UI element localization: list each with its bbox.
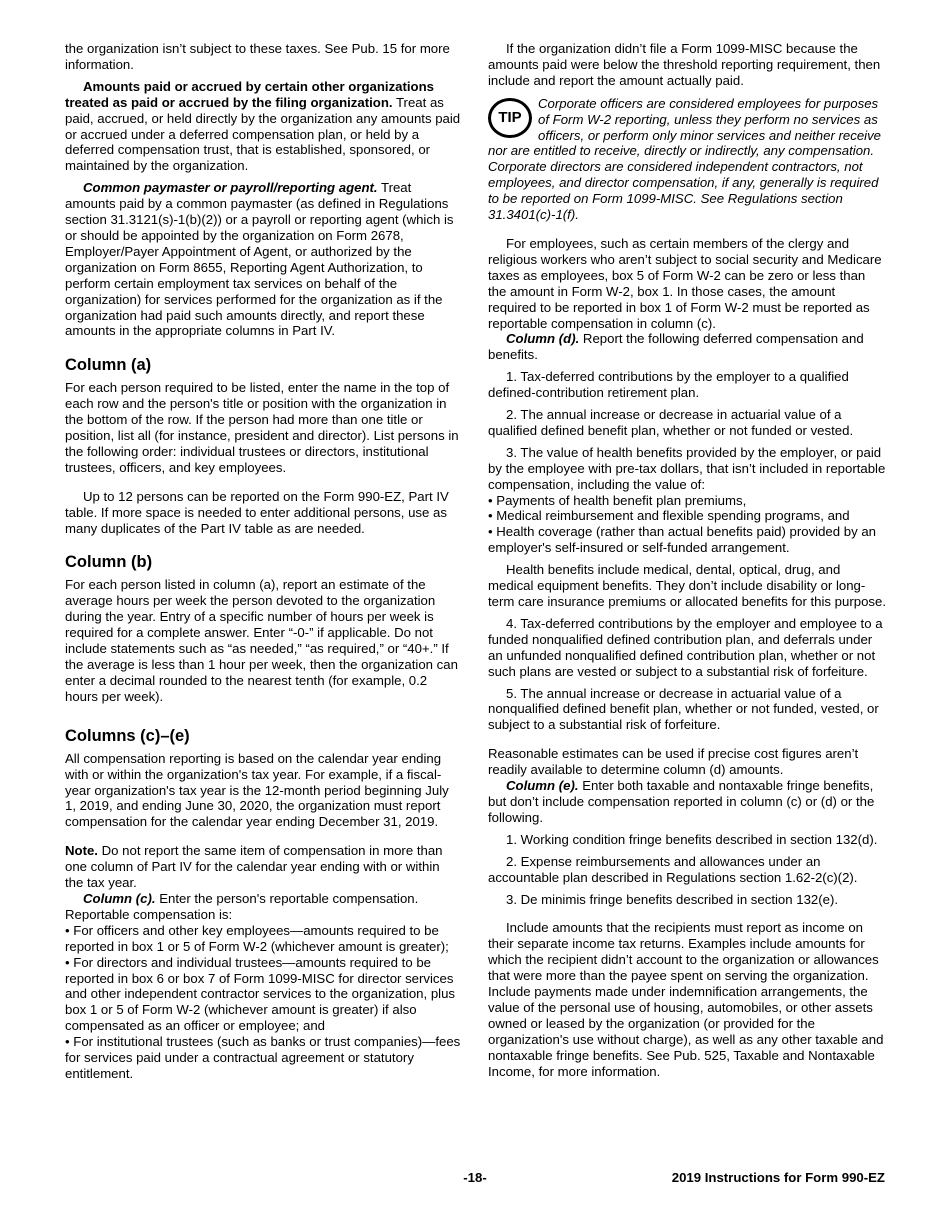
paragraph-column-d: Column (d). Report the following deferred compensation and benefits.	[488, 331, 864, 363]
list-item: 4. Tax-deferred contributions by the employer and employee to a funded nonqualified defined contribution plan, and deferrals under an unfunded nonqualified defined contribution plan, whether or not such plans are vested or subject to a substantial risk of forfeiture.	[488, 615, 883, 679]
paragraph-estimates: Reasonable estimates can be used if precise cost figures aren’t readily available to determine column (d) amounts.	[488, 746, 859, 778]
right-column	[488, 41, 886, 1079]
paragraph-lead: Column (d).	[506, 331, 580, 347]
note-label: Note.	[65, 843, 98, 859]
heading-column-a: Column (a)	[65, 356, 152, 375]
paragraph-column-c: Column (c). Enter the person's reportable compensation. Reportable compensation is:	[65, 890, 419, 922]
paragraph-clergy: For employees, such as certain members of the clergy and religious workers who aren’t subject to social security and Medicare taxes as employees, box 5 of Form W-2 can be zero or less than the amount in Form W-2, box 1. In those cases, the amount required to be reported in box 1 of Form W-2 must be reported as reportable compensation in column (c).	[488, 235, 882, 331]
paragraph-lead: Column (e).	[506, 778, 579, 794]
list-item: 5. The annual increase or decrease in actuarial value of a nonqualified defined benefit plan, whether or not funded, vested, or subject to a substantial risk of forfeiture.	[488, 685, 879, 733]
list-item: • Health coverage (rather than actual benefits paid) provided by an employer's self-insured or self-funded arrangement.	[488, 524, 877, 556]
paragraph-column-b: For each person listed in column (a), report an estimate of the average hours per week the person devoted to the organization during the year. Entry of a specific number of hours per week is required for a complete answer. Enter “-0-” if applicable. Do not include statements such as “as needed,” “as required,” or “40+.” If the average is less than 1 hour per week, then the organization can enter a decimal rounded to the nearest tenth (for example, 0.2 hours per week).	[65, 577, 458, 704]
paragraph-fringe-income: Include amounts that the recipients must report as income on their separate income tax returns. Examples include amounts for which the recipient didn’t account to the organization or allowances that were more than the payee spent on serving the organization. Include payments made under indemnification arrangements, the value of the personal use of housing, automobiles, or other assets owned or leased by the organization (or provided for the organization's use without charge), as well as any other taxable and nontaxable fringe benefits. See Pub. 525, Taxable and Nontaxable Income, for more information.	[488, 920, 884, 1079]
paragraph-lead: Amounts paid or accrued by certain other organizations treated as paid or accrued by the filing organization.	[65, 78, 434, 110]
list-item: • For institutional trustees (such as banks or trust companies)—fees for services paid under a contractual agreement or statutory entitlement.	[65, 1034, 461, 1081]
list-item: 1. Working condition fringe benefits described in section 132(d).	[506, 831, 878, 847]
paragraph-lead: Column (c).	[83, 890, 156, 906]
tip-box	[488, 96, 886, 223]
paragraph-1099-threshold: If the organization didn’t file a Form 1099-MISC because the amounts paid were below the threshold reporting requirement, then include and report the amount actually paid.	[488, 41, 881, 88]
document-title: 2019 Instructions for Form 990-EZ	[671, 1170, 885, 1185]
list-item: • For directors and individual trustees—amounts required to be reported in box 6 or box 7 of Form 1099-MISC for director services and other independent contractor services to the organization, plus box 1 or 5 of Form W-2 (whichever amount is greater) if also compensated as an officer or employee; and	[65, 954, 456, 1034]
paragraph-note: Note. Do not report the same item of compensation in more than one column of Part IV for the calendar year ending with or within the tax year.	[65, 843, 443, 891]
paragraph-amounts-paid: Amounts paid or accrued by certain other organizations treated as paid or accrued by the filing organization. Treat as paid, accrued, or held directly by the organization any amounts paid or accrued under a deferred compensation plan, or held by a deferred compensation trust, that is established, sponsored, or maintained by the organization.	[65, 78, 461, 174]
left-column	[65, 41, 461, 1082]
paragraph-column-a-limit: Up to 12 persons can be reported on the Form 990-EZ, Part IV table. If more space is needed to enter additional persons, use as many duplicates of the Part IV table as are needed.	[65, 488, 449, 536]
heading-column-b: Column (b)	[65, 553, 153, 572]
list-item: • For officers and other key employees—amounts required to be reported in box 1 or 5 of Form W-2 (whichever amount is greater);	[65, 922, 449, 954]
tip-icon: TIP	[488, 98, 532, 138]
paragraph-common-paymaster: Common paymaster or payroll/reporting agent. Treat amounts paid by a common paymaster (as defined in Regulations section 31.3121(s)-1(b)(2)) or a payroll or reporting agent (which is or should be appointed by the organization on Form 2678, Employer/Payer Appointment of Agent, or authorized by the organization on Form 8655, Reporting Agent Authorization, to perform certain employment tax services on behalf of the organization) for services performed for the organization as if the organization had paid such amounts directly, and report these amounts in the appropriate columns in Part IV.	[65, 180, 454, 339]
list-item: 2. Expense reimbursements and allowances under an accountable plan described in Regulations section 1.62-2(c)(2).	[488, 853, 858, 885]
list-item: 3. The value of health benefits provided by the employer, or paid by the employee with pre-tax dollars, that isn’t included in reportable compensation, including the value of:	[488, 444, 886, 492]
paragraph-column-e: Column (e). Enter both taxable and nontaxable fringe benefits, but don’t include compensation reported in column (c) or (d) or the following.	[488, 778, 875, 825]
heading-columns-c-e: Columns (c)–(e)	[65, 726, 190, 745]
paragraph-health-benefits: Health benefits include medical, dental, optical, drug, and medical equipment benefits. They don’t include disability or long-term care insurance premiums or allocated benefits for this purpose.	[488, 562, 887, 609]
list-item: • Payments of health benefit plan premiums,	[488, 492, 747, 508]
paragraph-column-a: For each person required to be listed, enter the name in the top of each row and the person's title or position with the organization in the bottom of the row. If the person had more than one title or position, list all (for instance, president and director). List persons in the following order: individual trustees or directors, institutional trustees, officers, and key employees.	[65, 380, 459, 475]
list-item: 2. The annual increase or decrease in actuarial value of a qualified defined benefit plan, whether or not funded or vested.	[488, 407, 854, 438]
tip-text: Corporate officers are considered employees for purposes of Form W-2 reporting, unless they perform no services as officers, or perform only minor services and neither receive nor are entitled to receive, directly or indirectly, any compensation. Corporate directors are considered independent contractors, not employees, and director compensation, if any, generally is required to be reported on Form 1099-MISC. See Regulations section 31.3401(c)-1(f).	[488, 95, 882, 223]
list-item: 1. Tax-deferred contributions by the employer to a qualified defined-contribution retirement plan.	[488, 369, 849, 401]
paragraph-lead: Common paymaster or payroll/reporting agent.	[83, 180, 378, 196]
paragraph-columns-c-e: All compensation reporting is based on the calendar year ending with or within the organization's tax year. For example, if a fiscal-year organization's tax year is the 12-month period beginning July 1, 2019, and ending June 30, 2020, the organization must report compensation for the calendar year ending December 31, 2019.	[65, 750, 449, 830]
paragraph-intro: the organization isn’t subject to these taxes. See Pub. 15 for more information.	[65, 41, 450, 72]
list-item: 3. De minimis fringe benefits described in section 132(e).	[506, 891, 839, 907]
list-item: • Medical reimbursement and flexible spending programs, and	[488, 508, 850, 524]
page-number: -18-	[463, 1170, 487, 1185]
